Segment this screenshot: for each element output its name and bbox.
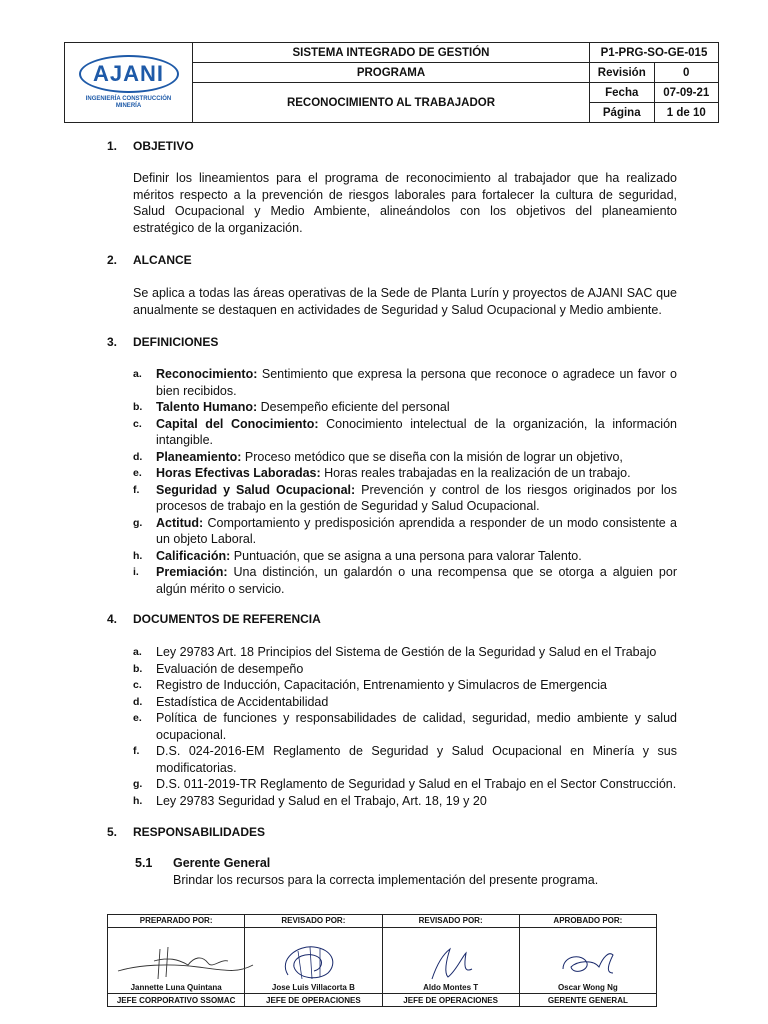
- reference-text: D.S. 011-2019-TR Reglamento de Seguridad y Salud en el Trabajo en el Sector Construcción.: [156, 777, 677, 791]
- definition-text: Puntuación, que se asigna a una persona para valorar Talento.: [230, 548, 582, 563]
- date-label: Fecha: [590, 83, 655, 103]
- list-item: [133, 548, 677, 565]
- date-value: 07-09-21: [654, 83, 719, 103]
- handwritten-signature-2: [258, 939, 368, 983]
- list-item: [133, 743, 677, 776]
- list-item: [133, 793, 677, 810]
- objetivo-text: Definir los lineamientos para el programa de reconocimiento al trabajador que ha realizado méritos respecto a la prevención de riesgos laborales para fortalecer la cultura de seguridad, Salud Ocupacional y Medio Ambiente, alineándolos con los objetivos del planeamiento estratégico de la organización.: [133, 171, 677, 235]
- definition-term: Calificación:: [156, 548, 231, 563]
- list-item: [133, 482, 677, 515]
- list-marker: c.: [133, 679, 142, 691]
- definition-term: Seguridad y Salud Ocupacional:: [156, 482, 356, 497]
- list-marker: e.: [133, 467, 142, 479]
- signer-name-1: Jannette Luna Quintana: [130, 983, 222, 993]
- signature-cell-1: [108, 927, 245, 993]
- revision-value: 0: [654, 63, 719, 83]
- page-value: 1 de 10: [654, 103, 719, 123]
- definition-term: Planeamiento:: [156, 449, 242, 464]
- revision-label: Revisión: [590, 63, 655, 83]
- list-item: [133, 399, 677, 416]
- document-title: RECONOCIMIENTO AL TRABAJADOR: [193, 83, 590, 123]
- section-heading-objetivo: 1. OBJETIVO: [107, 139, 194, 153]
- handwritten-signature-3: [406, 943, 496, 983]
- list-item: [133, 449, 677, 466]
- definition-term: Actitud:: [156, 515, 204, 530]
- list-marker: i.: [133, 566, 139, 578]
- reference-text: Registro de Inducción, Capacitación, Entrenamiento y Simulacros de Emergencia: [156, 678, 607, 692]
- definition-term: Premiación:: [156, 565, 228, 579]
- list-marker: c.: [133, 417, 142, 430]
- signer-role-3: JEFE DE OPERACIONES: [382, 994, 519, 1007]
- sig-head-2: REVISADO POR:: [245, 915, 382, 928]
- list-item: [133, 677, 677, 694]
- signer-name-4: Oscar Wong Ng: [557, 983, 618, 993]
- sig-head-4: APROBADO POR:: [519, 915, 656, 928]
- signature-cell-2: [245, 927, 382, 993]
- definition-term: Horas Efectivas Laboradas:: [156, 466, 321, 480]
- list-item: [133, 515, 677, 548]
- subsection-heading-gerente: 5.1 Gerente General: [135, 856, 271, 870]
- signer-name-2: Jose Luis Villacorta B: [271, 983, 355, 993]
- document-code: P1-PRG-SO-GE-015: [590, 43, 719, 63]
- logo-mark: AJANI: [79, 55, 179, 93]
- definition-term: Capital del Conocimiento:: [156, 416, 319, 431]
- handwritten-signature-4: [543, 943, 633, 983]
- reference-text: Estadística de Accidentabilidad: [156, 694, 329, 709]
- reference-text: Ley 29783 Art. 18 Principios del Sistema de Gestión de la Seguridad y Salud en el Trabajo: [156, 645, 657, 659]
- alcance-text: Se aplica a todas las áreas operativas de la Sede de Planta Lurín y proyectos de AJANI SAC que anualmente se destaquen en actividades de Seguridad y Salud Ocupacional y Medio ambiente.: [133, 286, 677, 317]
- list-item: [133, 776, 677, 793]
- list-marker: h.: [133, 794, 143, 807]
- gerente-text: Brindar los recursos para la correcta implementación del presente programa.: [173, 873, 599, 887]
- definition-term: Reconocimiento:: [156, 367, 258, 381]
- list-item: [133, 465, 677, 482]
- section-heading-definiciones: 3. DEFINICIONES: [107, 335, 219, 349]
- list-item: [133, 694, 677, 711]
- list-item: [133, 661, 677, 678]
- list-marker: b.: [133, 662, 143, 675]
- definition-term: Talento Humano:: [156, 400, 258, 414]
- definition-text: Prevención y control de los riesgos originados por los procesos de trabajo en la gestión de Seguridad y Salud Ocupacional.: [156, 482, 677, 513]
- document-type: PROGRAMA: [193, 63, 590, 83]
- signer-role-2: JEFE DE OPERACIONES: [245, 994, 382, 1007]
- list-marker: g.: [133, 778, 143, 790]
- definition-text: Proceso metódico que se diseña con la misión de lograr un objetivo,: [241, 449, 623, 464]
- section-heading-alcance: 2. ALCANCE: [107, 253, 192, 267]
- references-list: [133, 644, 677, 809]
- sig-head-3: REVISADO POR:: [382, 915, 519, 928]
- list-item: [133, 710, 677, 743]
- definition-text: Horas reales trabajadas en la realización de un trabajo.: [320, 466, 631, 480]
- list-marker: a.: [133, 646, 142, 658]
- list-marker: d.: [133, 450, 143, 463]
- logo-cell: [65, 43, 193, 123]
- signer-name-3: Aldo Montes T: [423, 983, 479, 993]
- definition-text: Conocimiento intelectual de la organización, la información intangible.: [156, 416, 677, 447]
- system-name: SISTEMA INTEGRADO DE GESTIÓN: [193, 43, 590, 63]
- handwritten-signature-1: [108, 943, 258, 983]
- sig-head-1: PREPARADO POR:: [108, 915, 245, 928]
- list-marker: g.: [133, 516, 143, 529]
- page-label: Página: [590, 103, 655, 123]
- list-marker: b.: [133, 401, 143, 413]
- document-header: [64, 42, 719, 123]
- reference-text: Evaluación de desempeño: [156, 661, 304, 676]
- list-marker: f.: [133, 745, 140, 757]
- signature-cell-3: [382, 927, 519, 993]
- signature-table: [107, 914, 657, 1007]
- section-heading-documentos: 4. DOCUMENTOS DE REFERENCIA: [107, 612, 321, 626]
- signer-role-4: GERENTE GENERAL: [519, 994, 656, 1007]
- list-marker: f.: [133, 483, 140, 496]
- definitions-list: [133, 366, 677, 597]
- list-item: [133, 366, 677, 399]
- section-heading-responsabilidades: 5. RESPONSABILIDADES: [107, 825, 266, 839]
- list-marker: h.: [133, 549, 143, 562]
- definition-text: Sentimiento que expresa la persona que reconoce o agradece un favor o bien recibidos.: [156, 367, 677, 398]
- list-marker: a.: [133, 368, 142, 380]
- definition-text: Comportamiento y predisposición aprendida a responder de un modo consistente a un objeto Laboral.: [156, 515, 677, 546]
- list-item: [133, 564, 677, 597]
- logo-subtitle-1: INGENIERÍA CONSTRUCCIÓN: [85, 96, 172, 102]
- logo-subtitle-2: MINERÍA: [115, 103, 142, 109]
- list-item: [133, 644, 677, 661]
- reference-text: Política de funciones y responsabilidades de calidad, seguridad, medio ambiente y salud ocupacional.: [156, 711, 677, 742]
- list-marker: d.: [133, 695, 143, 708]
- definition-text: Una distinción, un galardón o una recompensa que se otorga a alguien por algún mérito o servicio.: [156, 565, 677, 596]
- reference-text: Ley 29783 Seguridad y Salud en el Trabajo, Art. 18, 19 y 20: [156, 793, 487, 808]
- list-item: [133, 416, 677, 449]
- list-marker: e.: [133, 712, 142, 724]
- ajani-logo: [65, 44, 192, 122]
- signer-role-1: JEFE CORPORATIVO SSOMAC: [108, 994, 245, 1007]
- reference-text: D.S. 024-2016-EM Reglamento de Seguridad y Salud Ocupacional en Minería y sus modificatorias.: [156, 744, 677, 775]
- definition-text: Desempeño eficiente del personal: [257, 400, 450, 414]
- signature-cell-4: [519, 927, 656, 993]
